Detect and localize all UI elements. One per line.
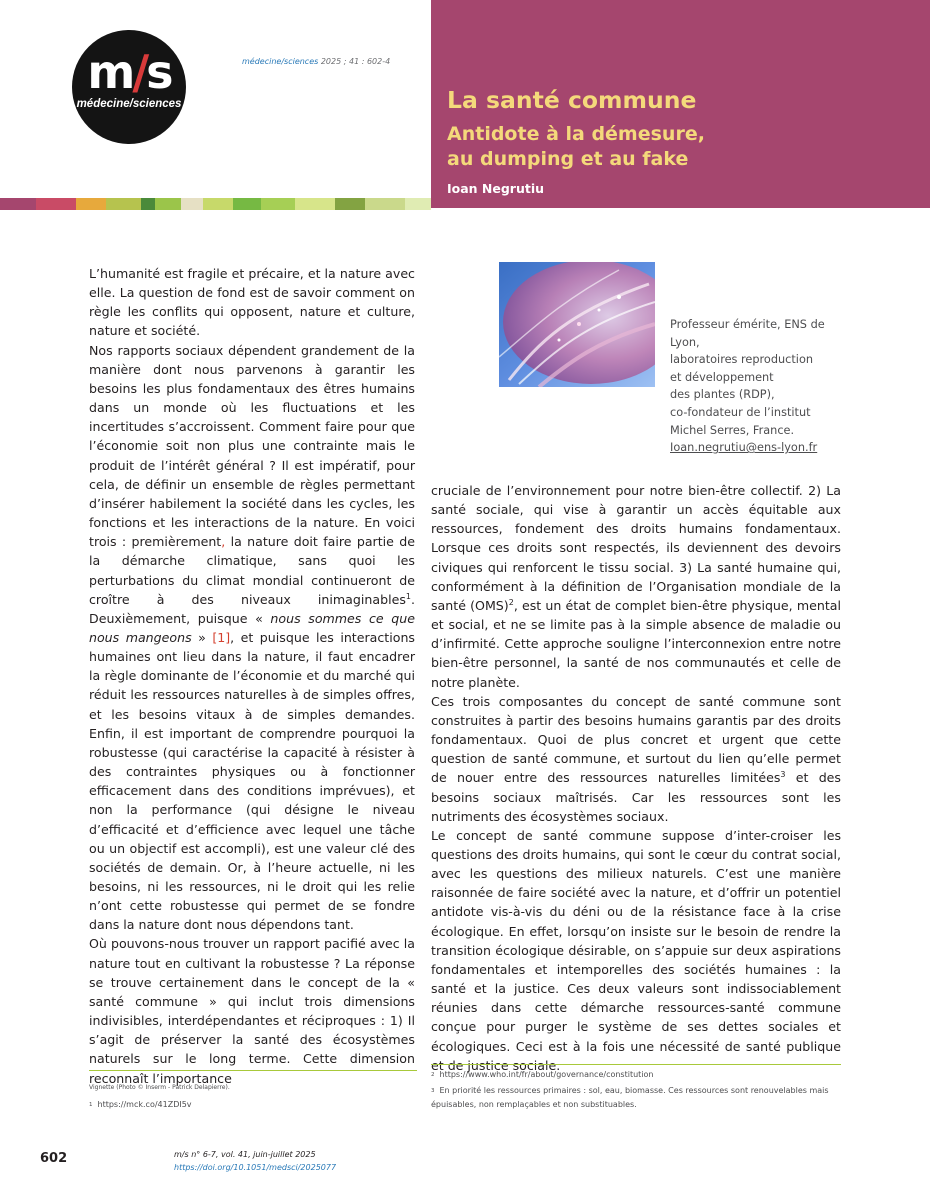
- citation-link[interactable]: [1]: [212, 629, 231, 645]
- logo-mark: m/s: [87, 45, 171, 99]
- article-author: Ioan Negrutiu: [447, 181, 545, 196]
- paragraph: Ces trois composantes du concept de santé commune sont construites à partir des besoins humains garantis par des droits fondamentaux. Quoi de plus concret et urgent que cette question de santé commune, et surtout du lien qu’elle permet de nouer entre des ressources naturelles limitées$^3$ et des besoins sociaux maîtrisés. Car les ressources sont les nutriments des écosystèmes sociaux.: [431, 693, 841, 824]
- doi-link[interactable]: https://doi.org/10.1051/medsci/2025077: [174, 1163, 337, 1172]
- author-affiliation: Professeur émérite, ENS de Lyon, laboratoires reproduction et développement des plantes (RDP), co-fondateur de l’institut Michel Serres, France. Ioan.negrutiu@ens-lyon.fr: [670, 318, 825, 455]
- page-number: 602: [40, 1151, 68, 1166]
- color-bar-segment: [141, 198, 155, 210]
- paragraph: Nos rapports sociaux dépendent grandement de la manière dont nous parvenons à garantir les besoins les plus fondamentaux des êtres humains dans un monde où les fluctuations et les incertitudes s’accroissent. Comment faire pour que l’économie soit non plus une contrainte mais le produit de l’intérêt général ? Il est impératif, pour cela, de définir un ensemble de règles permettant d’insérer habilement la société dans les cycles, les fonctions et les interactions de la nature. En voici trois : premièrement, la nature doit faire partie de la démarche climatique, sans quoi les perturbations du climat mondial continueront de croître à des niveaux inimaginables$^1$. Deuxièmement, puisque « nous sommes ce que nous mangeons » [1], et puisque les interactions humaines ont lieu dans la nature, il faut encadrer la règle dominante de l’économie et du marché qui réduit les ressources naturelles à de simples offres, et les besoins vitaux à de simples demandes. Enfin, il est important de comprendre pourquoi la robustesse (qui caractérise la capacité à résister à des contraintes physiques ou à fonctionner efficacement dans des conditions imprévues), et non la performance (qui désigne le niveau d’efficacité et d’efficience avec lequel une tâche ou un objectif est accompli), est une valeur clé des sociétés de demain. Or, à l’heure actuelle, ni les besoins, ni les ressources, ni le droit qui les relie n’ont cette robustesse qui permet de se fondre dans la nature dont nous dépendons tant.: [89, 342, 415, 933]
- color-bar-segment: [295, 198, 335, 210]
- footnote-1: $^1$ https://mck.co/41ZDI5v: [89, 1100, 192, 1109]
- footnote-link[interactable]: https://mck.co/41ZDI5v: [97, 1100, 192, 1109]
- footnote-divider: [431, 1064, 841, 1065]
- issue-info: m/s n° 6-7, vol. 41, juin-juillet 2025: [174, 1150, 316, 1159]
- color-bar-segment: [36, 198, 76, 210]
- color-bar-segment: [181, 198, 203, 210]
- vignette-image: [499, 262, 655, 387]
- footnote-divider: [89, 1070, 417, 1071]
- footnote-ref[interactable]: 1: [405, 591, 411, 601]
- body-column-right: [431, 481, 841, 1075]
- color-bar-segment: [155, 198, 181, 210]
- paragraph: cruciale de l’environnement pour notre bien-être collectif. 2) La santé sociale, qui vise à garantir un accès équitable aux ressources, fondement des droits humains fondamentaux. Lorsque ces droits sont respectés, ils deviennent des devoirs civiques qui renforcent le tissu social. 3) La santé humaine qui, conformément à la définition de l’Organisation mondiale de la santé (OMS)$^2$, est un état de complet bien-être physique, mental et social, et ne se limite pas à la simple absence de maladie ou d’infirmité. Cette approche souligne l’interconnexion entre notre bien-être personnel, la santé de nos communautés et celle de notre planète.: [431, 483, 841, 690]
- paragraph: Le concept de santé commune suppose d’inter-croiser les questions des droits humains, qui sont le cœur du contrat social, avec les questions des milieux naturels. C’est une manière raisonnée de faire société avec la nature, et d’offrir un potentiel antidote vis-à-vis du déni ou de la résistance face à la crise écologique. En effet, lorsqu’on insiste sur le besoin de rendre la transition écologique désirable, on s’appuie sur deux aspirations fondamentales et intemporelles des sociétés humaines : la santé et la justice. Ces deux valeurs sont indissociablement réunies dans cette démarche ressources-santé commune conçue pour purger le système de ses dettes sociales et écologiques. Ceci est à la fois une nécessité de santé publique et de justice sociale.: [431, 827, 841, 1073]
- footnote-link[interactable]: https://www.who.int/fr/about/governance/constitution: [439, 1070, 654, 1079]
- author-email-link[interactable]: Ioan.negrutiu@ens-lyon.fr: [670, 441, 818, 455]
- color-bar-segment: [76, 198, 106, 210]
- article-subtitle: Antidote à la démesure, au dumping et au fake: [447, 123, 705, 170]
- color-bar-segment: [405, 198, 431, 210]
- petri-dish-photo: [499, 262, 655, 387]
- color-bar-segment: [261, 198, 295, 210]
- color-bar-segment: [106, 198, 141, 210]
- decorative-color-bar: [0, 198, 431, 210]
- footnote-2: $^2$ https://www.who.int/fr/about/governance/constitution: [431, 1070, 654, 1079]
- paragraph: L’humanité est fragile et précaire, et la nature avec elle. La question de fond est de savoir comment on règle les conflits qui opposent, nature et culture, nature et société.: [89, 266, 415, 339]
- article-title: La santé commune: [447, 86, 697, 114]
- color-bar-segment: [335, 198, 365, 210]
- color-bar-segment: [0, 198, 36, 210]
- footnote-ref[interactable]: 3: [780, 770, 786, 780]
- journal-reference: médecine/sciences 2025 ; 41 : 602-4: [242, 57, 391, 66]
- logo-subtitle: médecine/sciences: [76, 98, 182, 110]
- paragraph: Où pouvons-nous trouver un rapport pacifié avec la nature tout en cultivant la robustesse ? La réponse se trouve certainement dans le concept de la « santé commune » qui inclut trois dimensions indivisibles, interdépendantes et réciproques : 1) Il s’agit de préserver la santé des écosystèmes naturels sur le long terme. Cette dimension reconnaît l’importance: [89, 936, 415, 1086]
- vignette-credit: Vignette (Photo © Inserm - Patrick Delapierre).: [89, 1084, 230, 1091]
- color-bar-segment: [233, 198, 261, 210]
- color-bar-segment: [203, 198, 233, 210]
- journal-logo: [72, 30, 186, 144]
- color-bar-segment: [365, 198, 405, 210]
- footnote-3: $^3$ En priorité les ressources primaires : sol, eau, biomasse. Ces ressources sont renouvelables mais épuisables, non remplaçables et non substituables.: [431, 1086, 829, 1109]
- body-column-left: [89, 264, 415, 1088]
- footnote-ref[interactable]: 2: [508, 597, 514, 607]
